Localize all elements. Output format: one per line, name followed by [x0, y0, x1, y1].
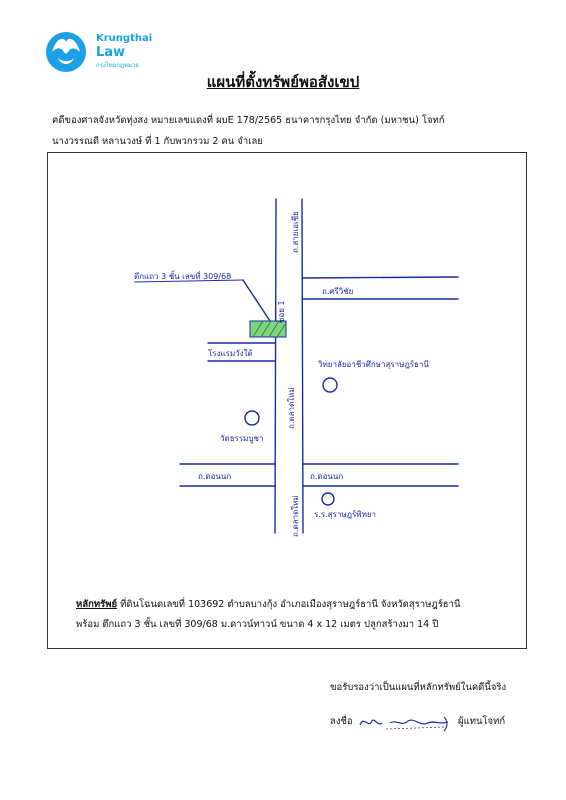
road-label-lower-left: ถ.ดอนนก: [198, 472, 232, 481]
location-sketch-map: [48, 153, 528, 583]
road-label-lower-right: ถ.ดอนนก: [310, 472, 344, 481]
temple-marker: [245, 411, 259, 425]
logo-brand-text: Krungthai: [96, 33, 153, 44]
document-title: แผนที่ตั้งทรัพย์พอสังเขป: [206, 73, 360, 91]
college-label: วิทยาลัยอาชีวศึกษาสุราษฎร์ธานี: [318, 360, 429, 369]
college-marker: [323, 378, 337, 392]
logo-subtitle: กรุงไทยกฎหมาย: [96, 62, 139, 69]
krungthai-bird-logo-icon: [44, 28, 88, 74]
case-line-2: นางวรรณดี หลานวงษ์ ที่ 1 กับพวกรวม 2 คน จำเลย: [52, 136, 263, 147]
building-label: ตึกแถว 3 ชั้น เลขที่ 309/68: [134, 272, 232, 281]
handwritten-signature: [356, 711, 452, 733]
sign-label: ลงชื่อ: [330, 716, 353, 727]
road-edge: [302, 277, 458, 278]
signature-row: [330, 711, 550, 735]
soi-label-top: ซอย 1: [277, 300, 286, 323]
krungthai-law-logo: [44, 28, 154, 78]
property-line-1-text: ที่ดินโฉนดเลขที่ 103692 ตำบลบางกุ้ง อำเภอเมืองสุราษฎร์ธานี จังหวัดสุราษฎร์ธานี: [120, 599, 461, 610]
property-line-1: [76, 598, 460, 611]
property-line-2: พร้อม ตึกแถว 3 ชั้น เลขที่ 309/68 ม.ดาวน์ทาวน์ ขนาด 4 x 12 เมตร ปลูกสร้างมา 14 ปี: [76, 619, 439, 630]
signer-role: ผู้แทนโจทก์: [458, 716, 506, 727]
school-marker: [322, 493, 334, 505]
certification-statement: ขอรับรองว่าเป็นแผนที่หลักทรัพย์ในคดีนี้จริง: [330, 682, 507, 693]
road-label-main: ถ.ตลาดใหม่: [287, 387, 296, 429]
leader-line: [243, 280, 270, 321]
road-label-bottom: ถ.ตลาดใหม่: [291, 495, 300, 537]
school-label: ร.ร.สุราษฎร์พิทยา: [314, 510, 377, 519]
road-label-upper: ถ.สายเอเชีย: [291, 211, 300, 253]
hotel-label: โรงแรมวังใต้: [208, 349, 253, 358]
road-label-right: ถ.ศรีวิชัย: [322, 287, 354, 296]
temple-label: วัดธรรมบูชา: [220, 434, 264, 443]
road-edge: [275, 199, 276, 533]
road-edge: [302, 199, 303, 533]
map-frame: [47, 152, 527, 649]
case-line-1: คดีของศาลจังหวัดทุ่งสง หมายเลขแดงที่ ผบE 178/2565 ธนาคารกรุงไทย จำกัด (มหาชน) โจทก์: [52, 115, 445, 126]
logo-product-text: Law: [96, 45, 126, 60]
property-heading: หลักทรัพย์: [76, 599, 118, 610]
